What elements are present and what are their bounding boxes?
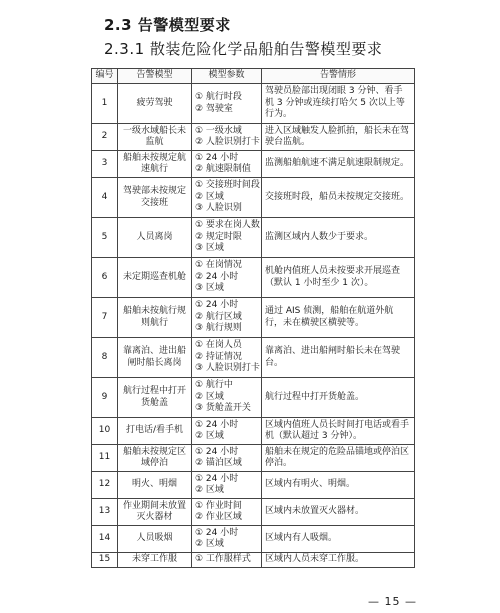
row-number: 4 — [92, 178, 118, 218]
row-params — [192, 418, 262, 445]
param-item: ① 在岗人员 — [195, 340, 242, 351]
row-number: 10 — [92, 418, 118, 445]
row-params — [192, 338, 262, 378]
row-model: 明火、明烟 — [118, 472, 192, 499]
row-situation: 监测区域内人数少于要求。 — [262, 218, 415, 258]
param-item: ① 航行时段 — [195, 92, 242, 102]
param-item: ① 24 小时 — [195, 446, 239, 457]
row-situation: 机舱内值班人员未按要求开展巡查（默认 1 小时至少 1 次）。 — [262, 258, 415, 298]
row-number: 6 — [92, 258, 118, 298]
row-number: 9 — [92, 378, 118, 418]
row-model: 疲劳驾驶 — [118, 84, 192, 124]
col-header-model: 告警模型 — [118, 69, 192, 84]
table-row — [92, 553, 415, 568]
row-model: 靠离泊、进出船闸时船长离岗 — [118, 338, 192, 378]
row-params — [192, 258, 262, 298]
row-number: 2 — [92, 124, 118, 151]
row-model: 船舶未按规定航速航行 — [118, 151, 192, 178]
param-item: ③ 货舱盖开关 — [195, 403, 251, 414]
table-row — [92, 418, 415, 445]
row-params — [192, 553, 262, 568]
param-item: ① 航行中 — [195, 380, 233, 391]
table-row — [92, 338, 415, 378]
row-params — [192, 178, 262, 218]
param-item: ② 作业区域 — [195, 512, 242, 522]
table-header-row — [92, 69, 415, 84]
param-item: ① 要求在岗人数 — [195, 220, 260, 231]
row-params — [192, 218, 262, 258]
row-model: 驾驶部未按规定交接班 — [118, 178, 192, 218]
param-item: ① 在岗情况 — [195, 260, 242, 271]
col-header-params: 模型参数 — [192, 69, 262, 84]
table-row — [92, 298, 415, 338]
row-situation: 通过 AIS 侦测，船舶在航道外航行，未在横驶区横驶等。 — [262, 298, 415, 338]
row-number: 3 — [92, 151, 118, 178]
row-model: 人员吸烟 — [118, 526, 192, 553]
row-model: 人员离岗 — [118, 218, 192, 258]
table-row — [92, 378, 415, 418]
table-row — [92, 499, 415, 526]
param-item: ② 规定时限 — [195, 231, 242, 242]
param-item: ② 区域 — [195, 431, 224, 441]
row-params — [192, 445, 262, 472]
row-situation: 区域内人员未穿工作服。 — [262, 553, 415, 568]
param-item: ① 交接班时间段 — [195, 180, 260, 191]
param-item: ① 工作服样式 — [195, 554, 251, 564]
param-item: ③ 人脸识别 — [195, 203, 242, 214]
table-row — [92, 472, 415, 499]
row-number: 13 — [92, 499, 118, 526]
row-number: 11 — [92, 445, 118, 472]
row-params — [192, 151, 262, 178]
param-item: ① 一级水域 — [195, 125, 242, 136]
param-item: ① 24 小时 — [195, 527, 239, 538]
row-situation: 区域内值班人员长时间打电话或看手机（默认超过 3 分钟）。 — [262, 418, 415, 445]
row-model: 航行过程中打开货舱盖 — [118, 378, 192, 418]
row-params — [192, 526, 262, 553]
col-header-situation: 告警情形 — [262, 69, 415, 84]
param-item: ② 区域 — [195, 485, 224, 495]
table-row — [92, 151, 415, 178]
row-model: 船舶未按航行规则航行 — [118, 298, 192, 338]
param-item: ② 区域 — [195, 191, 224, 202]
param-item: ② 区域 — [195, 391, 224, 402]
row-model: 未定期巡查机舱 — [118, 258, 192, 298]
row-situation: 船舶未在规定的危险品锚地或停泊区停泊。 — [262, 445, 415, 472]
alarm-model-table — [91, 68, 415, 568]
param-item: ③ 人脸识别打卡 — [195, 363, 260, 374]
param-item: ② 持证情况 — [195, 351, 242, 362]
row-number: 8 — [92, 338, 118, 378]
row-situation: 驾驶员脸部出现闭眼 3 分钟、看手机 3 分钟或连续打哈欠 5 次以上等行为。 — [262, 84, 415, 124]
table-row — [92, 124, 415, 151]
col-header-number: 编号 — [92, 69, 118, 84]
row-situation: 航行过程中打开货舱盖。 — [262, 378, 415, 418]
param-item: ② 锚泊区域 — [195, 458, 242, 468]
row-situation: 区域内有明火、明烟。 — [262, 472, 415, 499]
param-item: ① 24 小时 — [195, 300, 239, 311]
row-situation: 靠离泊、进出船闸时船长未在驾驶台。 — [262, 338, 415, 378]
param-item: ② 区域 — [195, 539, 224, 549]
param-item: ③ 航行规则 — [195, 323, 242, 334]
row-number: 14 — [92, 526, 118, 553]
row-number: 1 — [92, 84, 118, 124]
row-number: 7 — [92, 298, 118, 338]
param-item: ① 24 小时 — [195, 152, 239, 163]
table-row — [92, 178, 415, 218]
param-item: ③ 区域 — [195, 283, 224, 294]
row-number: 12 — [92, 472, 118, 499]
row-situation: 区域内有人吸烟。 — [262, 526, 415, 553]
row-params — [192, 499, 262, 526]
param-item: ① 24 小时 — [195, 473, 239, 484]
param-item: ② 航速限制值 — [195, 164, 251, 174]
row-params — [192, 298, 262, 338]
section-heading: 2.3 告警模型要求 — [104, 16, 231, 34]
table-body — [92, 84, 415, 568]
page-number: — 15 — — [368, 595, 417, 608]
table-row — [92, 445, 415, 472]
row-model: 未穿工作服 — [118, 553, 192, 568]
row-params — [192, 124, 262, 151]
param-item: ③ 区域 — [195, 243, 224, 254]
param-item: ① 作业时间 — [195, 500, 242, 511]
table-row — [92, 218, 415, 258]
param-item: ② 航行区域 — [195, 311, 242, 322]
param-item: ① 24 小时 — [195, 419, 239, 430]
row-situation: 交接班时段，船员未按规定交接班。 — [262, 178, 415, 218]
row-model: 一级水域船长未监航 — [118, 124, 192, 151]
param-item: ② 人脸识别打卡 — [195, 137, 260, 147]
row-model: 作业期间未放置灭火器材 — [118, 499, 192, 526]
row-model: 船舶未按规定区域停泊 — [118, 445, 192, 472]
row-number: 5 — [92, 218, 118, 258]
row-params — [192, 378, 262, 418]
table-row — [92, 526, 415, 553]
row-situation: 进入区域触发人脸抓拍，船长未在驾驶台监航。 — [262, 124, 415, 151]
row-model: 打电话/看手机 — [118, 418, 192, 445]
param-item: ② 24 小时 — [195, 271, 239, 282]
table-row — [92, 84, 415, 124]
row-situation: 监测船舶航速不满足航速限制规定。 — [262, 151, 415, 178]
row-params — [192, 84, 262, 124]
subsection-heading: 2.3.1 散装危险化学品船舶告警模型要求 — [104, 40, 383, 58]
row-params — [192, 472, 262, 499]
param-item: ② 驾驶室 — [195, 103, 233, 114]
row-situation: 区域内未放置灭火器材。 — [262, 499, 415, 526]
table-row — [92, 258, 415, 298]
row-number: 15 — [92, 553, 118, 568]
